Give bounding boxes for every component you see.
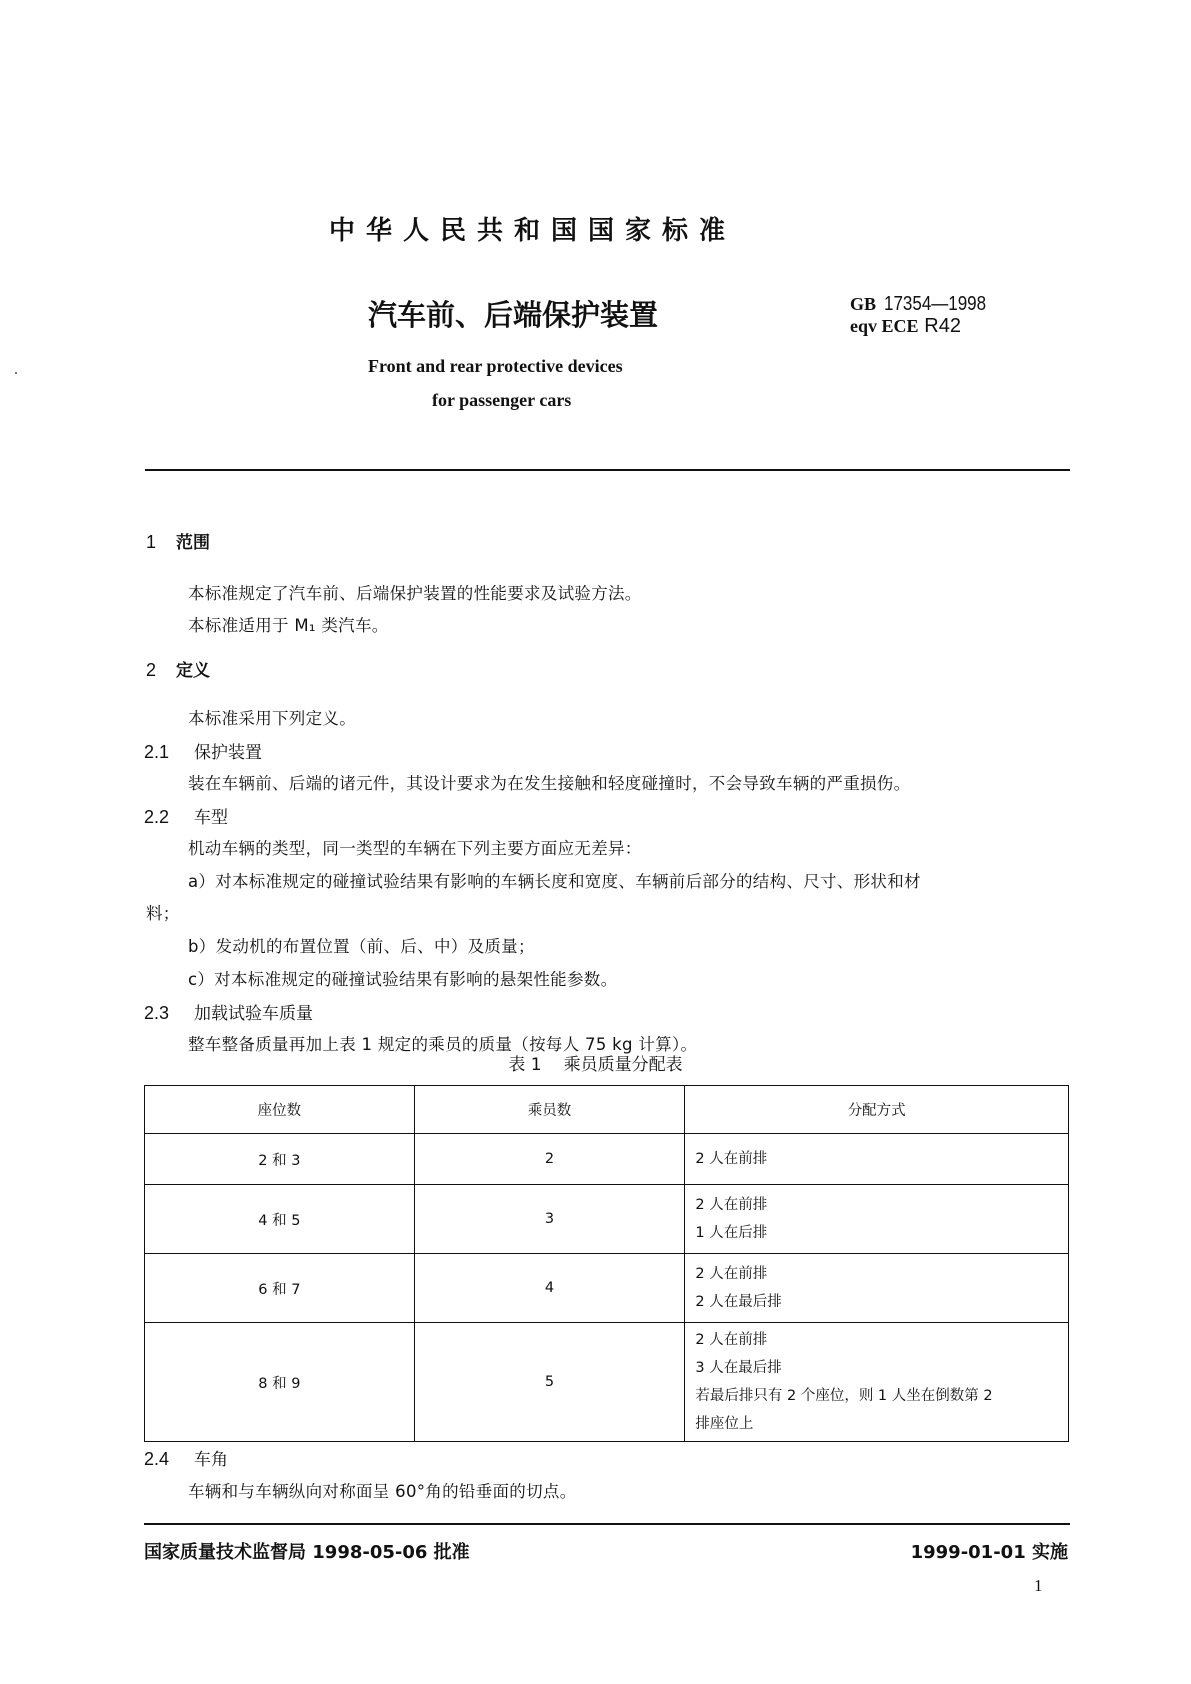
subsection-2-2-item-c: c）对本标准规定的碰撞试验结果有影响的悬架性能参数。 — [188, 970, 618, 989]
header-divider — [145, 469, 1070, 471]
section-2-heading: 2 定义 — [146, 660, 210, 681]
standard-prefix: GB — [850, 294, 877, 314]
seats-cell: 2 和 3 — [145, 1134, 415, 1185]
scan-speck — [15, 372, 17, 374]
occupants-cell: 5 — [414, 1323, 685, 1442]
implementation-date: 1999-01-01 实施 — [910, 1542, 1068, 1563]
section-1-heading: 1 范围 — [146, 532, 210, 553]
column-header-occupants: 乘员数 — [414, 1086, 685, 1134]
page-number: 1 — [1034, 1576, 1043, 1595]
equivalence-ref: R42 — [924, 315, 961, 337]
subsection-2-3-para: 整车整备质量再加上表 1 规定的乘员的质量（按每人 75 kg 计算）。 — [188, 1035, 698, 1054]
allocation-cell: 2 人在前排 3 人在最后排 若最后排只有 2 个座位，则 1 人坐在倒数第 2 排座位上 — [685, 1323, 1069, 1442]
table-1-caption: 表 1 乘员质量分配表 — [508, 1055, 683, 1075]
equivalence-prefix: eqv ECE — [850, 316, 919, 336]
subsection-2-2-item-a-cont: 料； — [146, 904, 180, 923]
occupants-cell: 3 — [414, 1185, 685, 1254]
seats-cell: 4 和 5 — [145, 1185, 415, 1254]
subsection-2-2-para: 机动车辆的类型，同一类型的车辆在下列主要方面应无差异： — [188, 839, 642, 858]
document-title-en-line1: Front and rear protective devices — [368, 356, 623, 376]
document-title-en-line2: for passenger cars — [432, 390, 572, 410]
subsection-2-3-heading: 2.3 加载试验车质量 — [144, 1003, 313, 1024]
allocation-cell: 2 人在前排 — [685, 1134, 1069, 1185]
column-header-allocation: 分配方式 — [685, 1086, 1069, 1134]
footer-divider — [144, 1523, 1070, 1525]
subsection-2-4-heading: 2.4 车角 — [144, 1449, 228, 1470]
occupants-cell: 4 — [414, 1254, 685, 1323]
allocation-cell: 2 人在前排 2 人在最后排 — [685, 1254, 1069, 1323]
table-header-row — [145, 1086, 1069, 1134]
standard-code-block — [850, 292, 1004, 338]
national-standard-heading: 中华人民共和国国家标准 — [329, 216, 737, 246]
table-row — [145, 1185, 1069, 1254]
subsection-2-2-item-b: b）发动机的布置位置（前、后、中）及质量； — [188, 937, 535, 956]
column-header-seats: 座位数 — [145, 1086, 415, 1134]
subsection-2-2-heading: 2.2 车型 — [144, 807, 228, 828]
subsection-2-1-heading: 2.1 保护装置 — [144, 742, 262, 763]
subsection-2-1-para: 装在车辆前、后端的诸元件，其设计要求为在发生接触和轻度碰撞时，不会导致车辆的严重损伤。 — [188, 774, 911, 793]
section-1-para-1: 本标准规定了汽车前、后端保护装置的性能要求及试验方法。 — [188, 584, 642, 603]
seats-cell: 6 和 7 — [145, 1254, 415, 1323]
subsection-2-2-item-a: a）对本标准规定的碰撞试验结果有影响的车辆长度和宽度、车辆前后部分的结构、尺寸、形状和材 — [188, 872, 921, 891]
section-2-intro: 本标准采用下列定义。 — [188, 709, 356, 728]
occupants-cell: 2 — [414, 1134, 685, 1185]
equivalence-line — [850, 315, 1004, 338]
document-title-cn: 汽车前、后端保护装置 — [368, 298, 659, 332]
table-row — [145, 1254, 1069, 1323]
section-1-para-2: 本标准适用于 M₁ 类汽车。 — [188, 616, 389, 635]
standard-number: 17354—1998 — [884, 293, 987, 315]
allocation-cell: 2 人在前排 1 人在后排 — [685, 1185, 1069, 1254]
subsection-2-4-para: 车辆和与车辆纵向对称面呈 60°角的铅垂面的切点。 — [188, 1482, 577, 1501]
occupant-mass-table — [144, 1085, 1069, 1442]
table-row — [145, 1134, 1069, 1185]
approval-statement: 国家质量技术监督局 1998-05-06 批准 — [144, 1542, 470, 1563]
table-row — [145, 1323, 1069, 1442]
standard-code-line — [850, 292, 1004, 315]
seats-cell: 8 和 9 — [145, 1323, 415, 1442]
